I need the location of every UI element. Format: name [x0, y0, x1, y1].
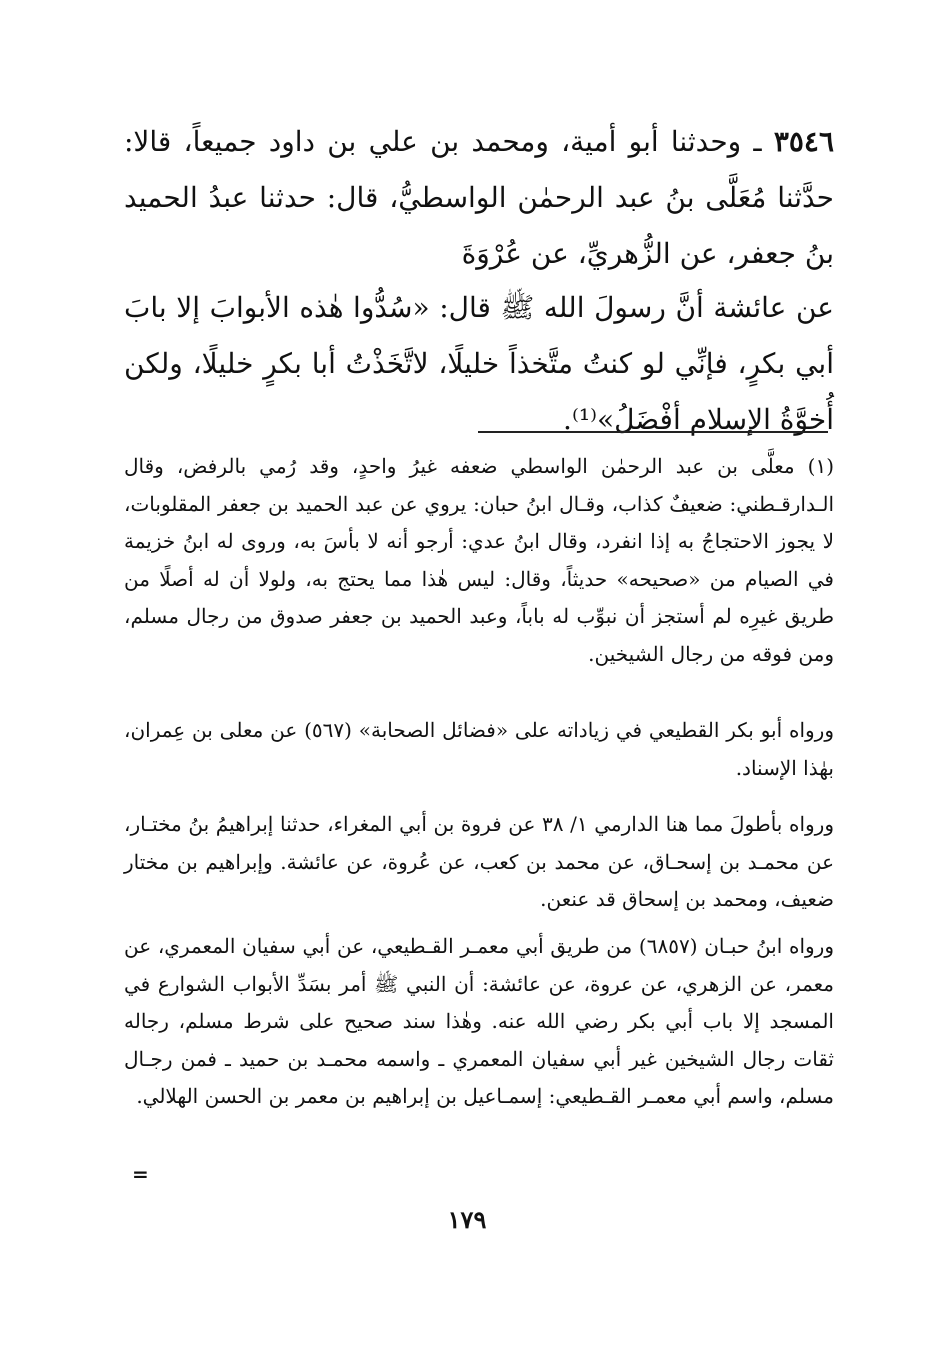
footnote-darimi-report: ورواه بأطولَ مما هنا الدارمي ١/ ٣٨ عن فروة بن أبي المغراء، حدثنا إبراهيمُ بنُ مختـار، عن محمـد بن إسحـاق، عن محمد بن كعب، عن عُروة، عن عائشة. وإبراهيم بن مختار ضعيف، ومحمد بن إسحاق قد عنعن. — [124, 812, 834, 912]
hadith-matn: عن عائشة أنَّ رسولَ الله ﷺ قال: «سُدُّوا هٰذه الأبوابَ إلا بابَ أبي بكرٍ، فإنِّي لو كنتُ متَّخذاً خليلًا، لاتَّخَذْتُ أبا بكرٍ خليلًا، ولكن أُخوَّةُ الإسلام أفْضَلُ»⁽¹⁾. — [124, 291, 834, 436]
continuation-marker: = — [132, 1162, 149, 1186]
hadith-number: ٣٥٤٦ — [773, 125, 834, 158]
footnote-narrator-critique: (١) معلَّى بن عبد الرحمٰن الواسطي ضعفه غيرُ واحدٍ، وقد رُمي بالرفض، وقال الـدارقـطني: ضعيفٌ كذاب، وقـال ابنُ حبان: يروي عن عبد الحميد بن جعفر المقلوبات، لا يجوز الاحتجاجُ به إذا انفرد، وقال ابنُ عدي: أرجو أنه لا بأسَ به، وروى له ابنُ خزيمة في الصيام من «صحيحه» حديثاً، وقال: ليس هٰذا مما يحتج به، ولولا أن له أصلًا من طريق غيرِه لم أستجز أن نبوِّب له باباً، وعبد الحميد بن جعفر صدوق من رجال مسلم، ومن فوقه من رجال الشيخين. — [124, 454, 834, 666]
page-number: ١٧٩ — [447, 1205, 487, 1234]
footnote-qatii-report: ورواه أبو بكر القطيعي في زياداته على «فضائل الصحابة» (٥٦٧) عن معلى بن عِمران، بهٰذا الإسناد. — [124, 718, 834, 780]
footnote-ibn-hibban-report: ورواه ابنُ حبـان (٦٨٥٧) من طريق أبي معمـر القـطيعي، عن أبي سفيان المعمري، عن معمر، عن الزهري، عن عروة، عن عائشة: أن النبي ﷺ أمر بسَدِّ الأبواب الشوارع في المسجد إلا باب أبي بكر رضي الله عنه. وهٰذا سند صحيح على شرط مسلم، رجاله ثقات رجال الشيخين غير أبي سفيان المعمري ـ واسمه محمـد بن حميد ـ فمن رجـال مسلم، واسم أبي معمـر القـطيعي: إسمـاعيل بن إبراهيم بن معمر بن الحسن الهلالي. — [124, 934, 834, 1109]
footnote-divider — [478, 431, 828, 433]
hadith-chain: ـ وحدثنا أبو أمية، ومحمد بن علي بن داود جميعاً، قالا: حدَّثنا مُعَلَّى بنُ عبد الرحمٰن الواسطيُّ، قال: حدثنا عبدُ الحميد بنُ جعفر، عن الزُّهريِّ، عن عُرْوَةَ — [124, 125, 834, 270]
hadith-isnad — [124, 114, 834, 282]
